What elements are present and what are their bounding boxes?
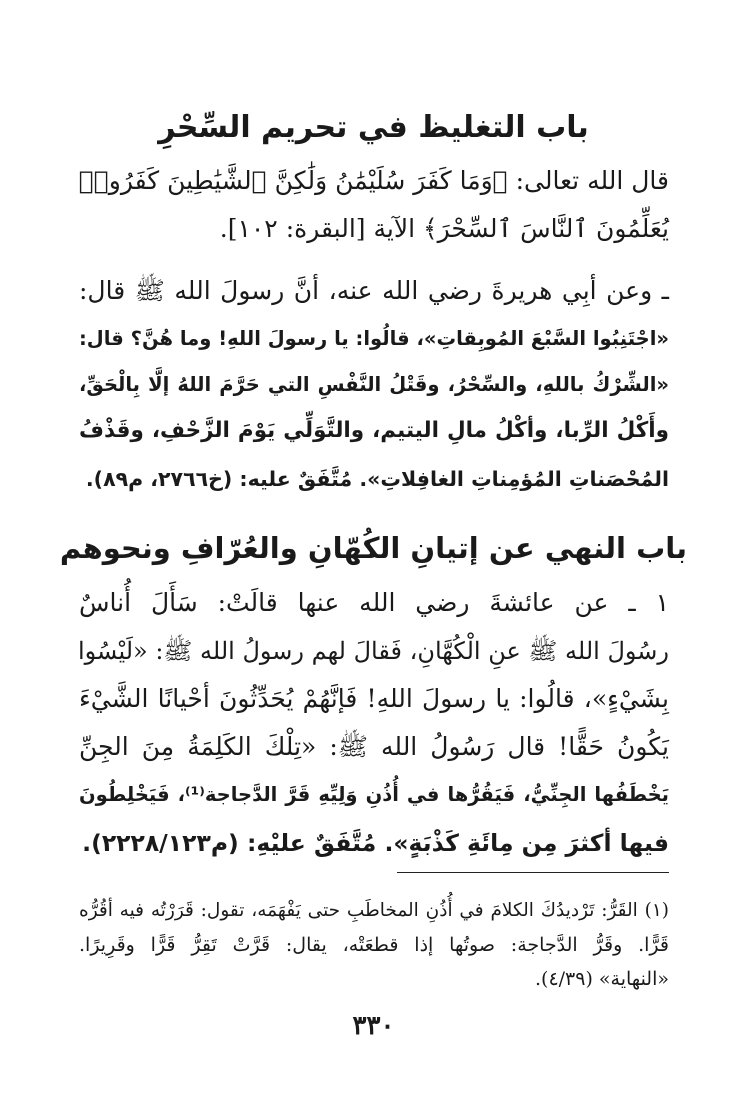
- page-number: ٣٣٠: [352, 1011, 395, 1041]
- hadith-line: «اجْتَنِبُوا السَّبْعَ المُوبِقاتِ»، قالُوا: يا رسولَ اللهِ! وما هُنَّ؟ قال:: [79, 327, 669, 350]
- hadith-line: وأَكْلُ الرِّبا، وأكْلُ مالِ اليتيم، والتَّوَلِّي يَوْمَ الزَّحْفِ، وقَذْفُ: [79, 418, 669, 443]
- footnote-line: (١) القَرُّ: تَرْديدُكَ الكلامَ في أُذُنِ المخاطَبِ حتى يَفْهَمَه، تقول: قَرَرْتُه فيه أقُرُّه: [79, 900, 669, 921]
- footnote-line: «النهاية» (٤/٣٩).: [534, 968, 669, 990]
- chapter-title-sorcery: باب التغليظ في تحريم السِّحْرِ: [158, 110, 589, 145]
- footnote-line: قَرًّا. وقَرُّ الدَّجاجة: صوتُها إذا قطعَتْه، يقال: قَرَّتْ تَقِرُّ قَرًّا وقَرِيرًا.: [79, 934, 669, 956]
- footnote-divider: [397, 872, 669, 873]
- hadith-line: يَخْطَفُها الجِنِّيُّ، فَيَقُرُّها في أُذُنِ وَلِيِّهِ قَرَّ الدَّجاجة⁽¹⁾، فَيَخْلِطُونَ: [79, 783, 670, 806]
- text-line: ١ ـ عن عائشةَ رضي الله عنها قالَتْ: سَأَلَ أُناسٌ: [79, 588, 669, 617]
- text-line: رسُولَ الله ﷺ عنِ الْكُهَّانِ، فَقالَ لهم رسولُ الله ﷺ: «لَيْسُوا: [77, 637, 669, 665]
- text-line: بِشَيْءٍ»، قالُوا: يا رسولَ اللهِ! فَإنَّهُمْ يُحَدِّثُونَ أحْيانًا الشَّيْءَ: [79, 684, 669, 713]
- hadith-line: «الشِّرْكُ باللهِ، والسِّحْرُ، وقَتْلُ النَّفْسِ التي حَرَّمَ اللهُ إلَّا بِالْحَقِّ،: [79, 373, 669, 396]
- hadith-line: المُحْصَناتِ المُؤمِناتِ الغافِلاتِ». مُتَّفَقٌ عليه: (خ٢٧٦٦، م٨٩).: [85, 467, 669, 491]
- hadith-line: فيها أكثرَ مِن مِائَةِ كَذْبَةٍ». مُتَّفَقٌ عليْهِ: (م٢٢٢٨/١٢٣).: [82, 829, 669, 857]
- text-line: ـ وعن أبِي هريرةَ رضي الله عنه، أنَّ رسولَ الله ﷺ قال:: [79, 276, 669, 305]
- text-line: يُعَلِّمُونَ ٱلنَّاسَ ٱلسِّحْرَ﴾ الآية [البقرة: ١٠٢].: [219, 214, 669, 243]
- chapter-title-soothsayers: باب النهي عن إتيانِ الكُهّانِ والعُرّافِ ونحوهم: [59, 531, 687, 565]
- text-line: قال الله تعالى: ﴿وَمَا كَفَرَ سُلَيْمَٰنُ وَلَٰكِنَّ ٱلشَّيَٰطِينَ كَفَرُوا۟: [78, 166, 669, 195]
- text-line: يَكُونُ حَقًّا! قال رَسُولُ الله ﷺ: «تِلْكَ الكَلِمَةُ مِنَ الجِنِّ: [79, 732, 669, 761]
